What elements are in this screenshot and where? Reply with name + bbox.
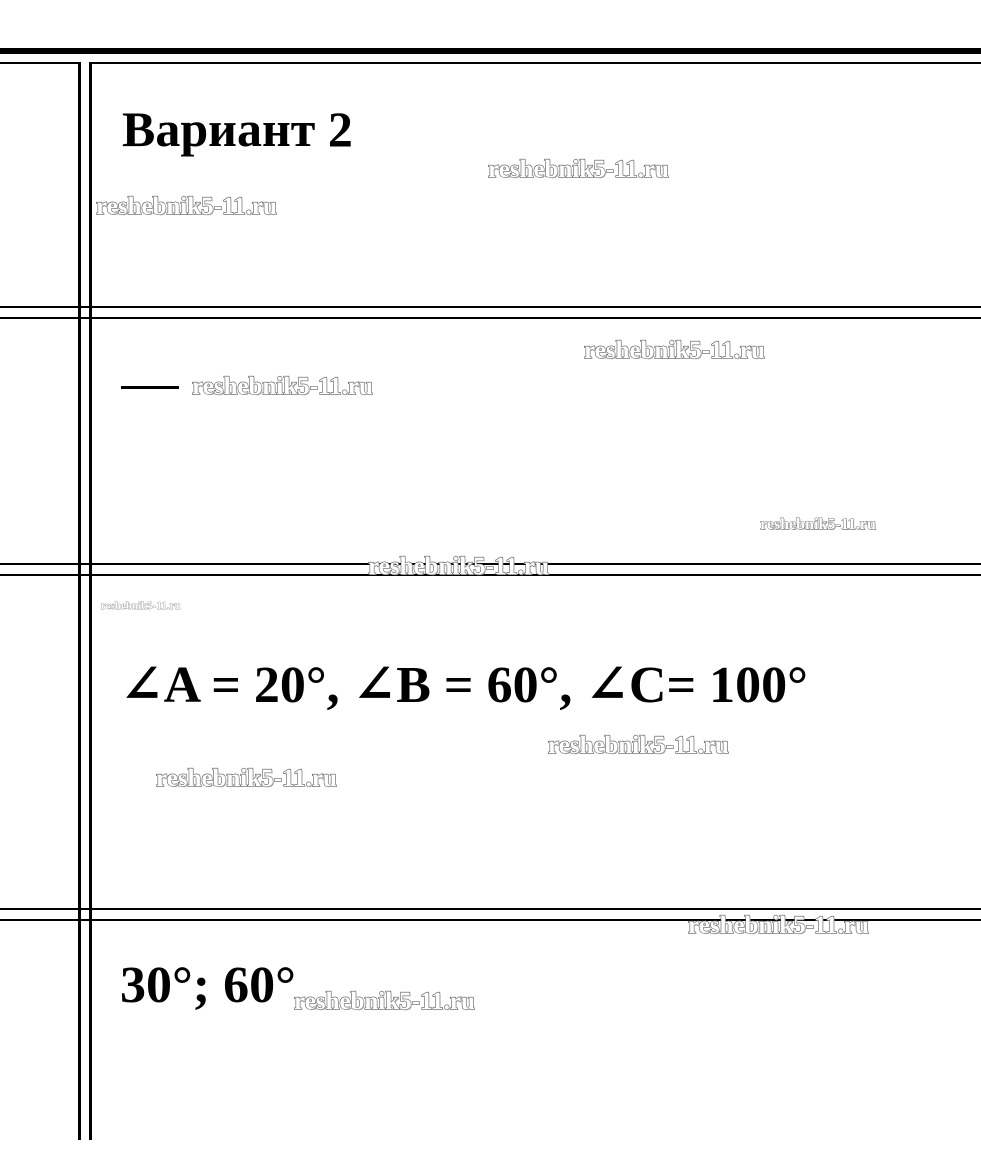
row1-top-border-inner: [89, 62, 981, 64]
watermark-10: reshebnik5-11.ru: [688, 912, 869, 939]
row1-bottom-border-a: [0, 306, 981, 308]
watermark-1: reshebnik5-11.ru: [488, 156, 669, 183]
top-rule: [0, 48, 981, 54]
column-divider-right: [89, 62, 92, 1140]
watermark-6: reshebnik5-11.ru: [368, 553, 549, 580]
watermark-8: reshebnik5-11.ru: [548, 732, 729, 759]
row1-bottom-border-b: [0, 317, 981, 319]
watermark-9: reshebnik5-11.ru: [156, 765, 337, 792]
row3-answer: ∠A = 20°, ∠B = 60°, ∠C= 100°: [120, 657, 808, 714]
watermark-7: reshebnik5-11.ru: [101, 600, 181, 612]
watermark-11: reshebnik5-11.ru: [294, 988, 475, 1015]
watermark-3: reshebnik5-11.ru: [584, 337, 765, 364]
watermark-2: reshebnik5-11.ru: [96, 193, 277, 220]
row2-answer-dash: [121, 386, 179, 389]
row4-answer: 30°; 60°: [120, 957, 296, 1014]
variant-title: Вариант 2: [122, 101, 353, 157]
watermark-5: reshebnik5-11.ru: [760, 516, 876, 533]
column-divider-left: [78, 62, 81, 1140]
watermark-4: reshebnik5-11.ru: [192, 373, 373, 400]
row1-top-border-outer: [0, 62, 80, 64]
row3-bottom-border-a: [0, 908, 981, 910]
